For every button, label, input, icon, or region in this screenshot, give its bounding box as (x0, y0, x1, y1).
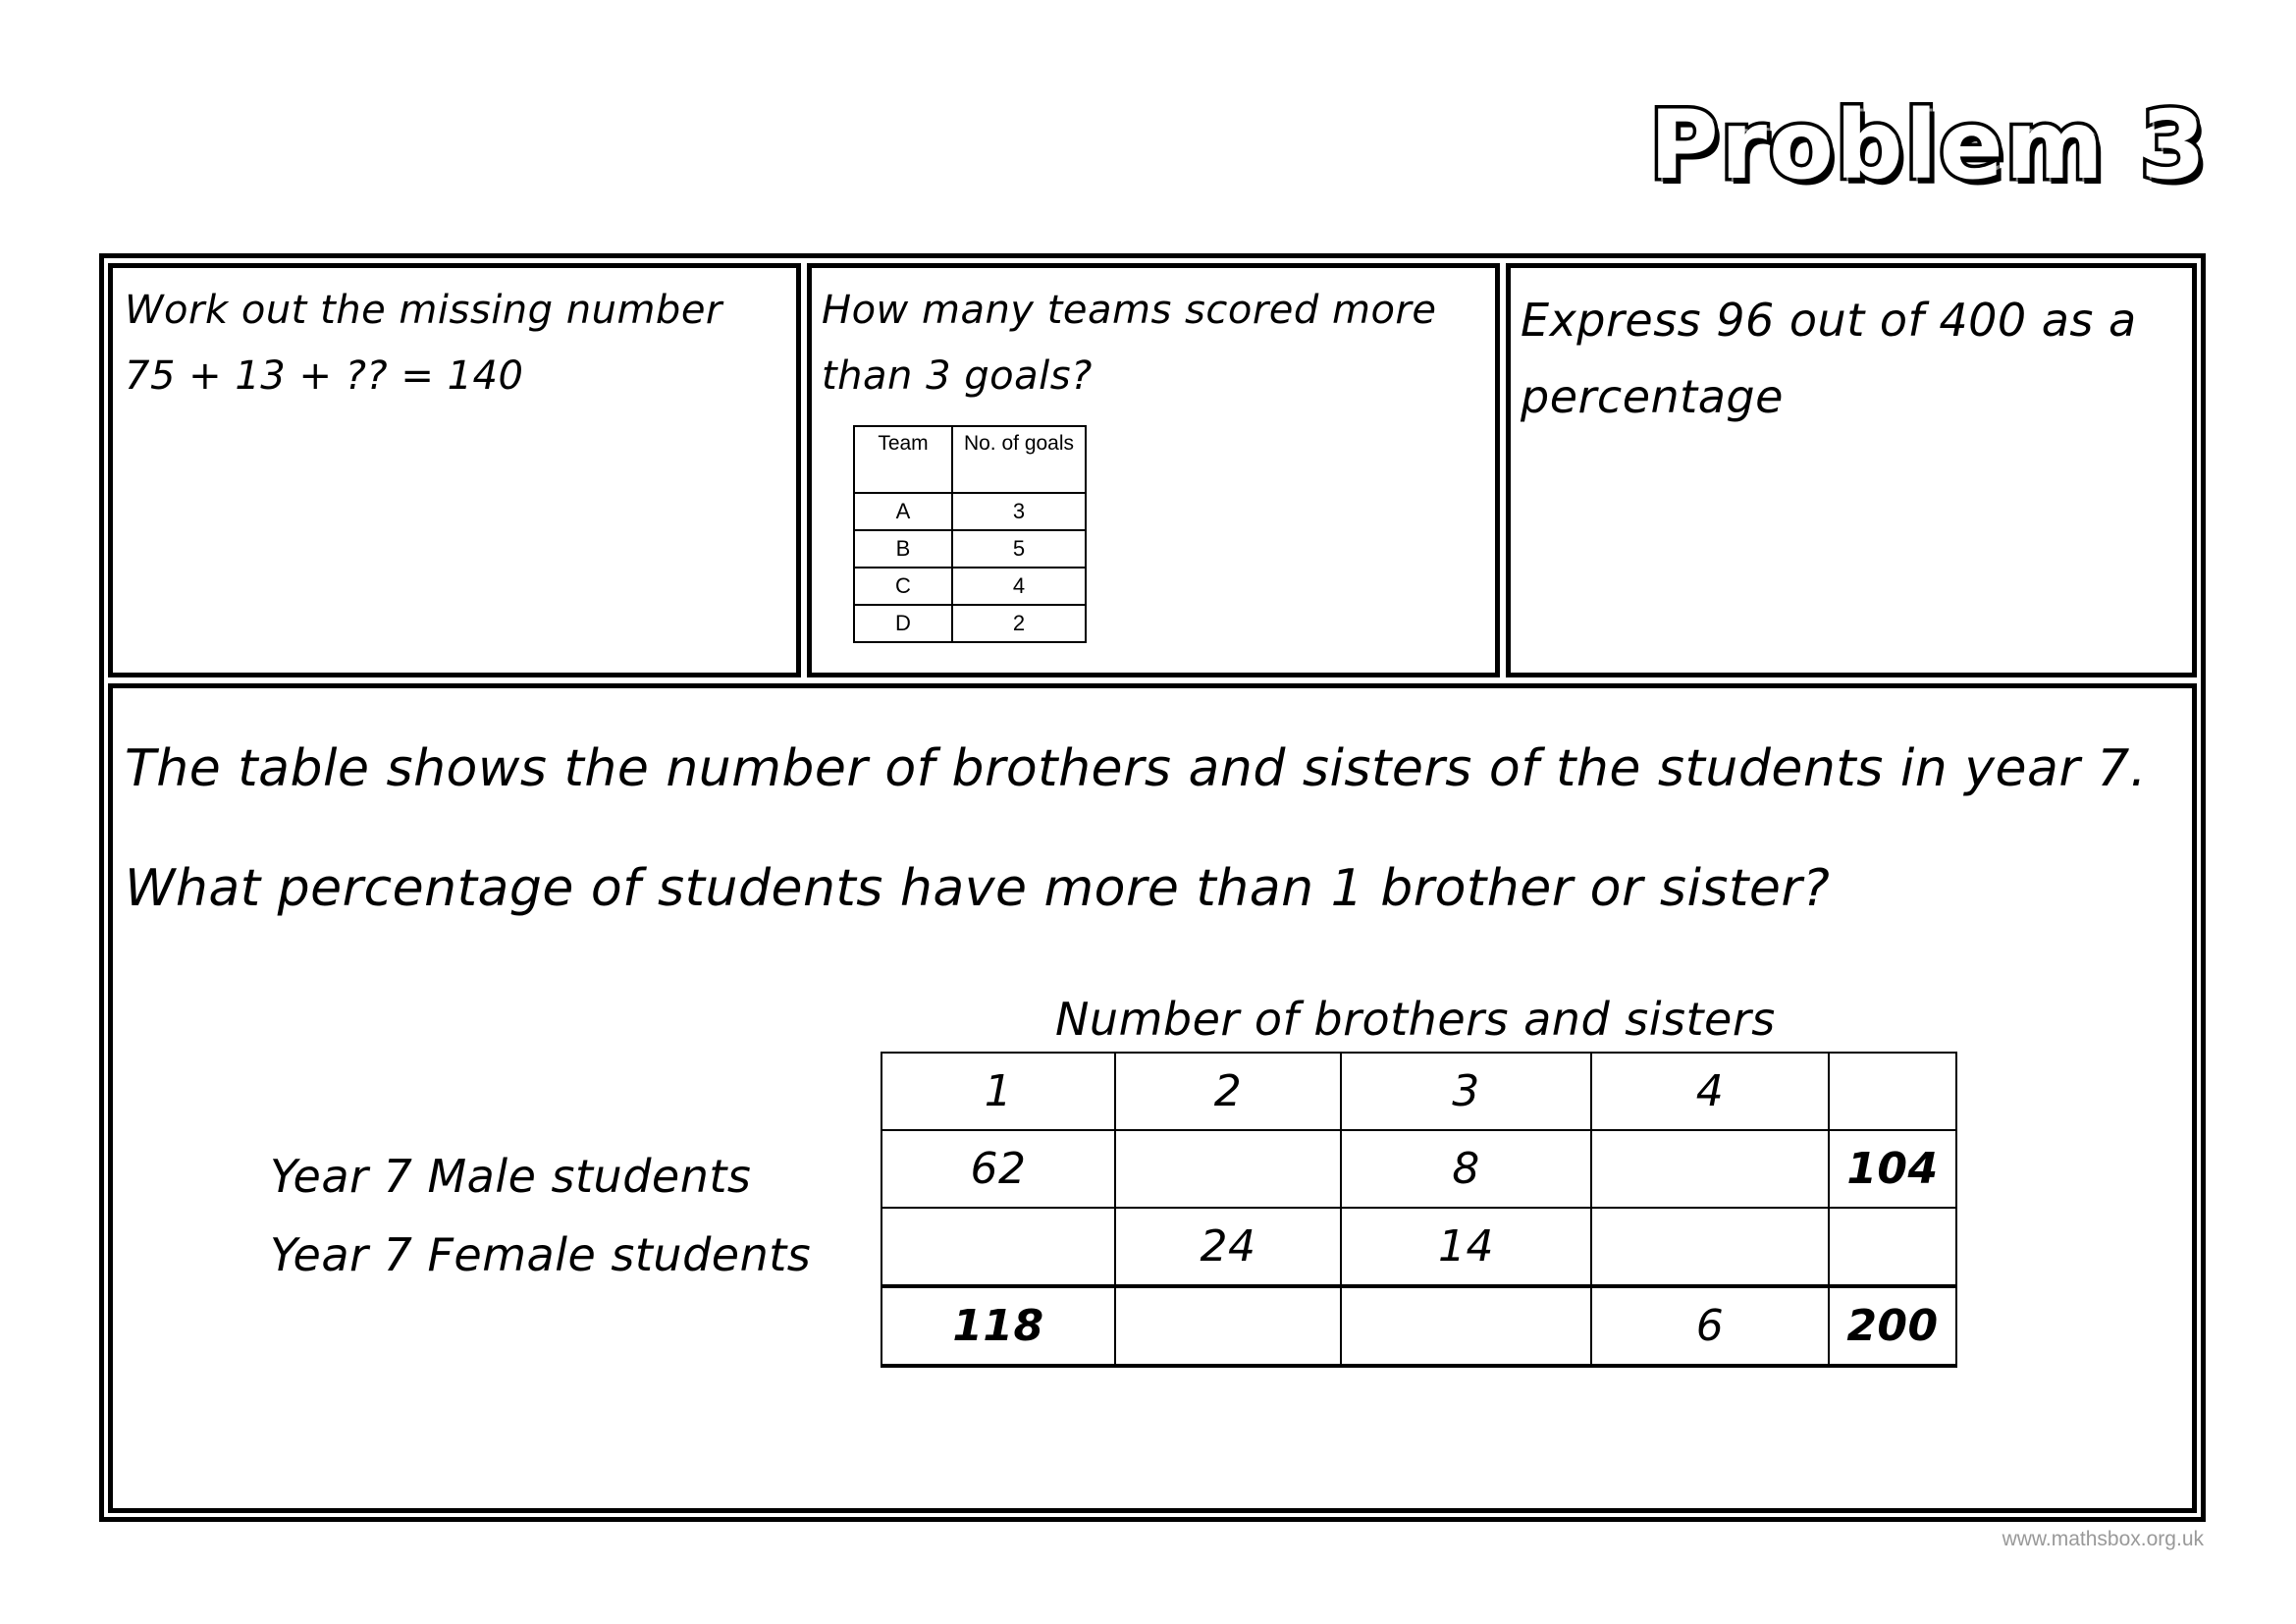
header-goals: No. of goals (952, 426, 1086, 493)
table-header-row (854, 426, 1086, 493)
table-row-male (881, 1130, 1956, 1208)
header-cell: 1 (881, 1053, 1115, 1130)
total-cell: 104 (1829, 1130, 1956, 1208)
question-text (822, 278, 1469, 409)
goals-cell: 2 (952, 605, 1086, 642)
question-line: percentage (1521, 370, 1784, 423)
question-line: Express 96 out of 400 as a (1521, 294, 2137, 347)
siblings-table (881, 1052, 1957, 1368)
table-cell (1115, 1286, 1341, 1366)
question-line: How many teams scored more (822, 288, 1437, 333)
goals-cell: 4 (952, 568, 1086, 605)
page-title: Problem 3 (1649, 90, 2208, 200)
footer-url: www.mathsbox.org.uk (2002, 1528, 2204, 1550)
question-box-percentage (1506, 263, 2197, 677)
table-cell (1341, 1286, 1591, 1366)
header-cell: 4 (1591, 1053, 1829, 1130)
team-cell: B (854, 530, 952, 568)
header-team: Team (854, 426, 952, 493)
equation: 75 + 13 + ?? = 140 (125, 353, 524, 399)
table-cell: 6 (1591, 1286, 1829, 1366)
question-text (125, 278, 722, 409)
goals-cell: 5 (952, 530, 1086, 568)
table-row (854, 493, 1086, 530)
question-line: The table shows the number of brothers and sisters of the students in year 7. (125, 739, 2147, 798)
question-line: Work out the missing number (125, 288, 722, 333)
table-cell (1115, 1130, 1341, 1208)
table-cell (1591, 1208, 1829, 1286)
question-box-goals (807, 263, 1500, 677)
table-cell: 8 (1341, 1130, 1591, 1208)
question-line: What percentage of students have more than 1 brother or sister? (125, 859, 1831, 918)
table-cell (1591, 1130, 1829, 1208)
table-cell: 118 (881, 1286, 1115, 1366)
table-row (854, 530, 1086, 568)
table-row-total (881, 1286, 1956, 1366)
goals-cell: 3 (952, 493, 1086, 530)
table-cell: 62 (881, 1130, 1115, 1208)
question-line: than 3 goals? (822, 353, 1093, 399)
header-cell: 3 (1341, 1053, 1591, 1130)
table-row (854, 605, 1086, 642)
total-cell (1829, 1208, 1956, 1286)
row-label-female: Year 7 Female students (270, 1228, 812, 1281)
table-cell: 14 (1341, 1208, 1591, 1286)
question-box-missing-number (108, 263, 801, 677)
team-cell: A (854, 493, 952, 530)
table-cell (881, 1208, 1115, 1286)
question-text (1521, 282, 2188, 435)
table-row (854, 568, 1086, 605)
table-row-female (881, 1208, 1956, 1286)
table-header-row (881, 1053, 1956, 1130)
header-cell: 2 (1115, 1053, 1341, 1130)
question-box-siblings (108, 683, 2197, 1513)
goals-table (853, 425, 1087, 643)
team-cell: C (854, 568, 952, 605)
header-cell (1829, 1053, 1956, 1130)
row-label-male: Year 7 Male students (270, 1150, 752, 1203)
total-cell: 200 (1829, 1286, 1956, 1366)
team-cell: D (854, 605, 952, 642)
table-cell: 24 (1115, 1208, 1341, 1286)
table-caption: Number of brothers and sisters (1055, 993, 1776, 1046)
